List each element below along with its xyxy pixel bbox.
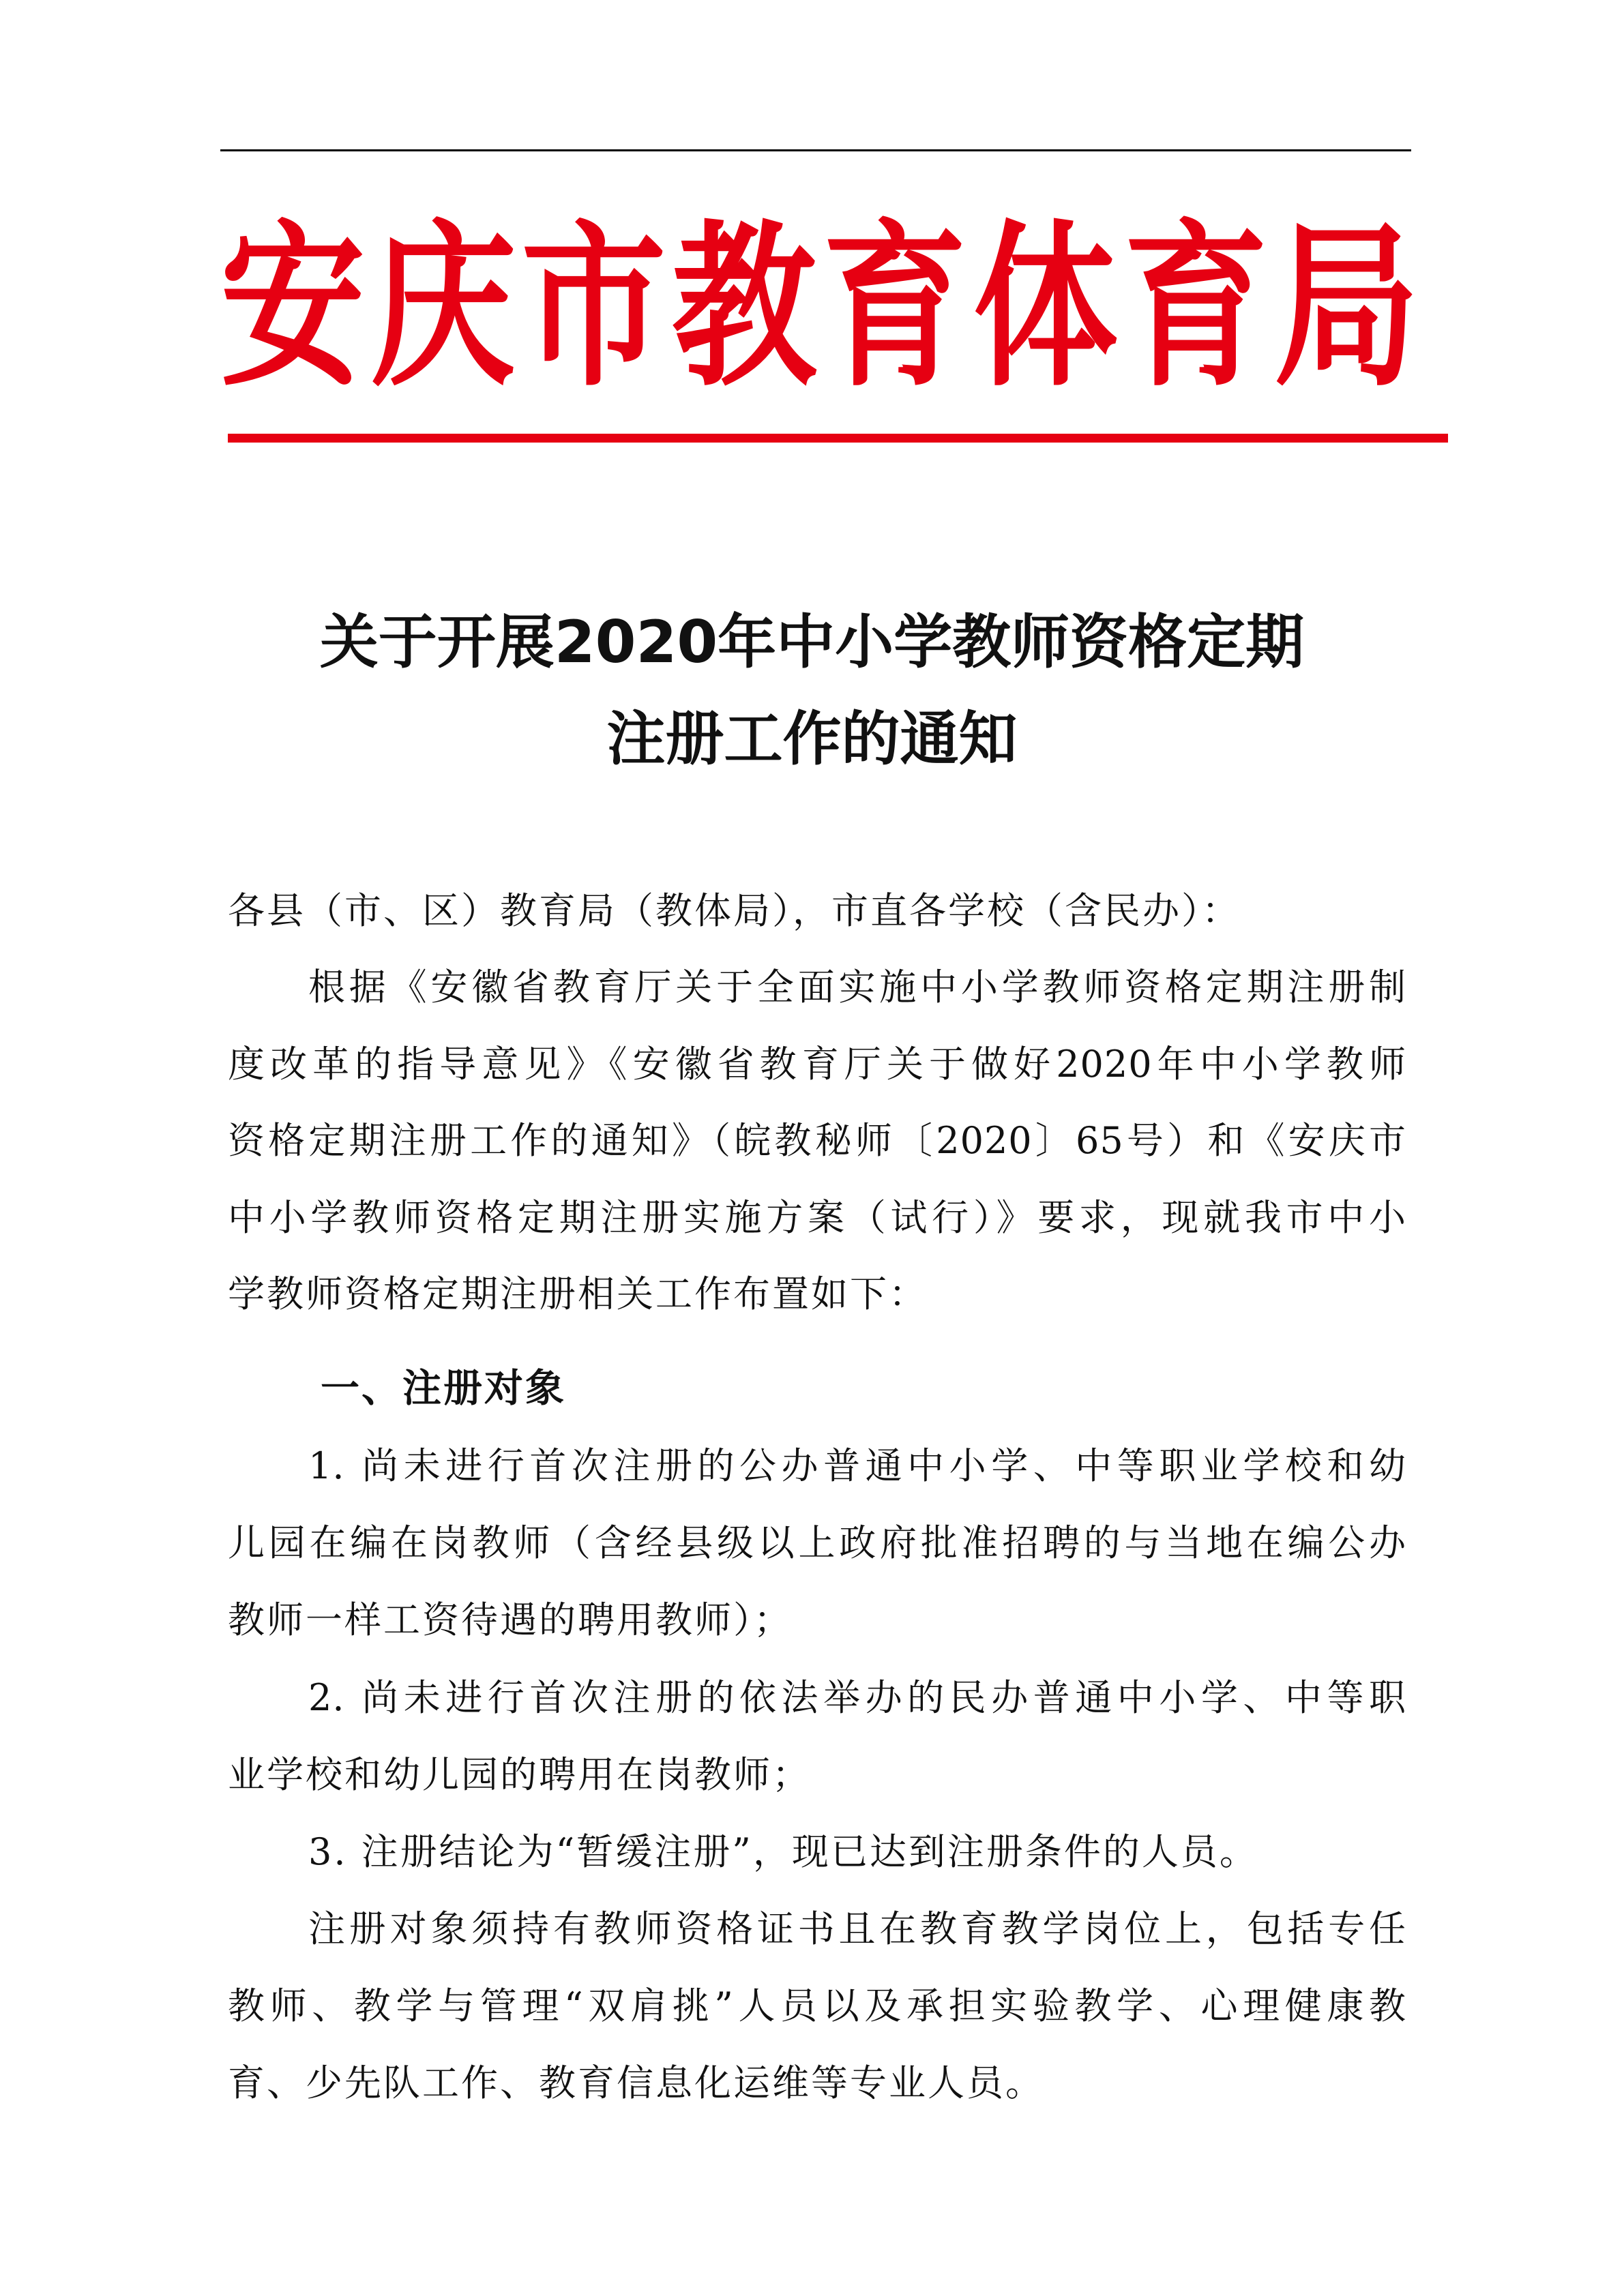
intro-line: 根据《安徽省教育厅关于全面实施中小学教师资格定期注册制 [308,966,1406,1009]
issuing-authority-header: 安庆市教育体育局 [220,203,1419,411]
item-1-line: 教师一样工资待遇的聘用教师）； [228,1598,793,1641]
item-3-line: 3. 注册结论为“暂缓注册”，现已达到注册条件的人员。 [308,1830,1258,1873]
item-1-line: 1. 尚未进行首次注册的公办普通中小学、中等职业学校和幼 [308,1444,1406,1487]
document-title-line-2: 注册工作的通知 [606,705,1018,773]
note-line: 育、少先队工作、教育信息化运维等专业人员。 [228,2061,1044,2104]
intro-line: 中小学教师资格定期注册实施方案（试行）》要求，现就我市中小 [228,1196,1406,1239]
item-2-line: 业学校和幼儿园的聘用在岗教师； [228,1753,811,1796]
section-heading-registration-targets: 一、注册对象 [321,1366,566,1411]
salutation: 各县（市、区）教育局（教体局），市直各学校（含民办）： [228,889,1241,932]
document-title-line-1: 关于开展2020年中小学教师资格定期 [319,608,1305,676]
note-line: 教师、教学与管理“双肩挑”人员以及承担实验教学、心理健康教 [228,1984,1406,2027]
top-divider [220,149,1411,151]
intro-line: 资格定期注册工作的通知》（皖教秘师〔2020〕65号）和《安庆市 [228,1119,1406,1162]
note-line: 注册对象须持有教师资格证书且在教育教学岗位上，包括专任 [308,1907,1406,1950]
intro-line: 度改革的指导意见》《安徽省教育厅关于做好2020年中小学教师 [228,1043,1406,1086]
intro-line: 学教师资格定期注册相关工作布置如下： [228,1272,928,1315]
item-1-line: 儿园在编在岗教师（含经县级以上政府批准招聘的与当地在编公办 [228,1521,1406,1564]
red-header-divider [228,434,1448,443]
item-2-line: 2. 尚未进行首次注册的依法举办的民办普通中小学、中等职 [308,1676,1406,1719]
